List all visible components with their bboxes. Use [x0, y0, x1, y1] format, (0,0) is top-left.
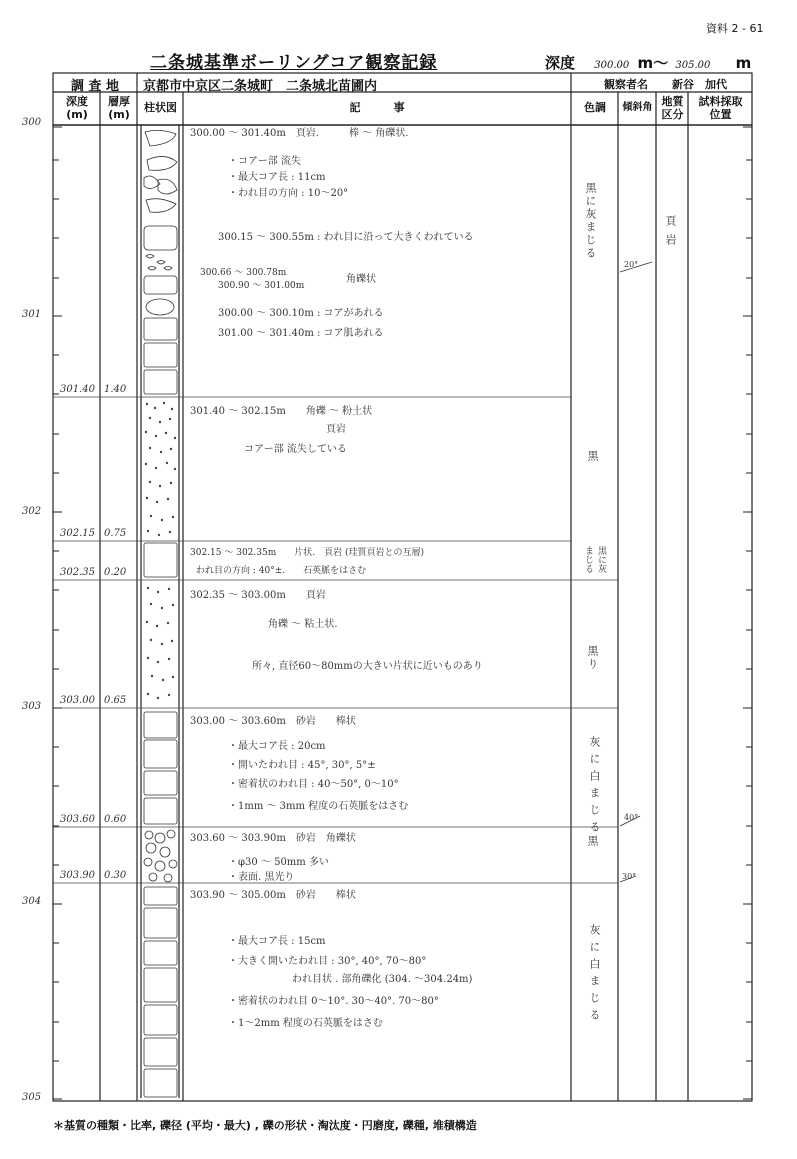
note-line: 300.15 〜 300.55m : われ目に沿って大きくわれている	[218, 232, 474, 243]
color-note: 黒り	[586, 645, 599, 671]
col-thickness: 層厚 (m)	[108, 95, 130, 121]
col-notes: 記 事	[349, 101, 405, 114]
layer-thickness: 0.60	[104, 814, 127, 825]
note-line: ・大きく開いたわれ目 : 30°, 40°, 70〜80°	[228, 956, 427, 967]
color-note: 灰に白まじる	[588, 736, 601, 838]
col-sample: 試料採取 位置	[698, 95, 743, 121]
dip-value: 20°	[624, 260, 639, 269]
note-line: 301.00 〜 301.40m : コア肌あれる	[218, 328, 384, 339]
note-line: ・密着状のわれ目 0〜10°. 30〜40°. 70〜80°	[228, 996, 439, 1007]
col-geology: 地質 区分	[661, 95, 684, 121]
note-line: 角礫 〜 粘土状.	[268, 619, 338, 630]
site-location: 京都市中京区二条城町 二条城北苗圃内	[143, 79, 378, 94]
note-line: 頁岩	[326, 424, 346, 435]
color-note: 灰に白まじる	[588, 924, 601, 1026]
note-line: 303.00 〜 303.60m 砂岩 棒状	[190, 716, 356, 727]
layer-depth: 302.15	[60, 528, 95, 539]
dip-marks	[620, 262, 652, 882]
layer-thickness: 0.75	[104, 528, 127, 539]
layer-thickness: 1.40	[104, 384, 127, 395]
scale-tick: 301	[22, 309, 42, 320]
note-line: ・開いたわれ目 : 45°, 30°, 5°±	[228, 760, 376, 771]
note-line: 300.66 〜 300.78m	[200, 268, 287, 278]
depth-from: 300.00	[594, 60, 630, 71]
color-note: 黒	[586, 450, 599, 463]
layer-depth: 303.60	[60, 814, 95, 825]
note-line: ・φ30 〜 50mm 多い	[228, 857, 329, 868]
note-line: ・われ目の方向 : 10〜20°	[228, 188, 349, 199]
scale-tick: 304	[22, 896, 42, 907]
note-line: 300.00 〜 301.40m 頁岩. 棒 〜 角礫状.	[190, 128, 409, 139]
depth-unit: m	[735, 54, 752, 72]
layer-depth: 303.00	[60, 695, 95, 706]
core-log-sketch	[144, 130, 177, 1097]
depth-range-sep: m〜	[637, 54, 669, 72]
observer-label: 観察者名	[604, 78, 648, 91]
scale-tick: 302	[22, 506, 42, 517]
layer-depth: 301.40	[60, 384, 95, 395]
color-note: 黒に灰まじる	[584, 182, 597, 260]
page-reference: 資料 2 - 61	[706, 22, 764, 35]
core-log-dots	[145, 402, 176, 699]
note-line: 303.60 〜 303.90m 砂岩 角礫状	[190, 833, 356, 844]
dip-value: 30°	[622, 872, 637, 881]
layer-depth: 303.90	[60, 870, 95, 881]
note-line: ・最大コア長 : 11cm	[228, 172, 326, 183]
note-line: ・最大コア長 : 20cm	[228, 741, 326, 752]
note-line: 302.15 〜 302.35m 片状. 頁岩 (珪質頁岩との互層)	[190, 548, 424, 558]
note-line: ・コアー部 流失	[228, 156, 301, 167]
note-line: 300.00 〜 300.10m : コアがあれる	[218, 308, 384, 319]
note-line: われ目状 . 部角礫化 (304. 〜304.24m)	[292, 974, 473, 985]
note-line: 301.40 〜 302.15m 角礫 〜 粉土状	[190, 406, 373, 417]
col-color: 色調	[584, 101, 606, 114]
note-line: われ目の方向 : 40°±. 石英脈をはさむ	[196, 566, 367, 576]
color-note: 黒	[586, 835, 599, 848]
note-line: 角礫状	[346, 274, 376, 285]
observer-name: 新谷 加代	[672, 78, 727, 91]
note-line: コアー部 流失している	[244, 444, 347, 455]
note-line: 303.90 〜 305.00m 砂岩 棒状	[190, 890, 356, 901]
col-log: 柱状図	[144, 101, 177, 114]
footnote: ＊基質の種類・比率, 礫径 (平均・最大) , 礫の形状・淘汰度・円磨度, 礫種, 堆積構造	[53, 1119, 477, 1132]
layer-thickness: 0.30	[104, 870, 127, 881]
note-line: ・密着状のわれ目 : 40〜50°, 0〜10°	[228, 779, 399, 790]
layer-thickness: 0.20	[104, 567, 127, 578]
depth-to: 305.00	[675, 60, 711, 71]
scale-tick: 303	[22, 701, 42, 712]
page-title: 二条城基準ボーリングコア観察記録	[150, 53, 438, 73]
note-line: 300.90 〜 301.00m	[218, 281, 305, 291]
site-label: 調 査 地	[70, 79, 120, 94]
geology-note: 頁岩	[664, 215, 677, 253]
note-line: 所々, 直径60〜80mmの大きい片状に近いものあり	[252, 661, 483, 672]
note-line: 302.35 〜 303.00m 頁岩	[190, 590, 326, 601]
color-note: 黒に灰まじる	[583, 546, 606, 573]
col-depth: 深度 (m)	[66, 95, 88, 121]
note-line: ・1mm 〜 3mm 程度の石英脈をはさむ	[228, 801, 409, 812]
note-line: ・最大コア長 : 15cm	[228, 936, 326, 947]
layer-depth: 302.35	[60, 567, 95, 578]
dip-value: 40°	[624, 813, 639, 822]
scale-tick: 305	[22, 1092, 42, 1103]
layer-thickness: 0.65	[104, 695, 127, 706]
depth-range-label: 深度	[545, 54, 576, 72]
scale-tick: 300	[22, 117, 42, 128]
note-line: ・表面. 黒光り	[228, 872, 295, 883]
note-line: ・1〜2mm 程度の石英脈をはさむ	[228, 1018, 383, 1029]
col-dip: 傾斜角	[622, 102, 653, 113]
